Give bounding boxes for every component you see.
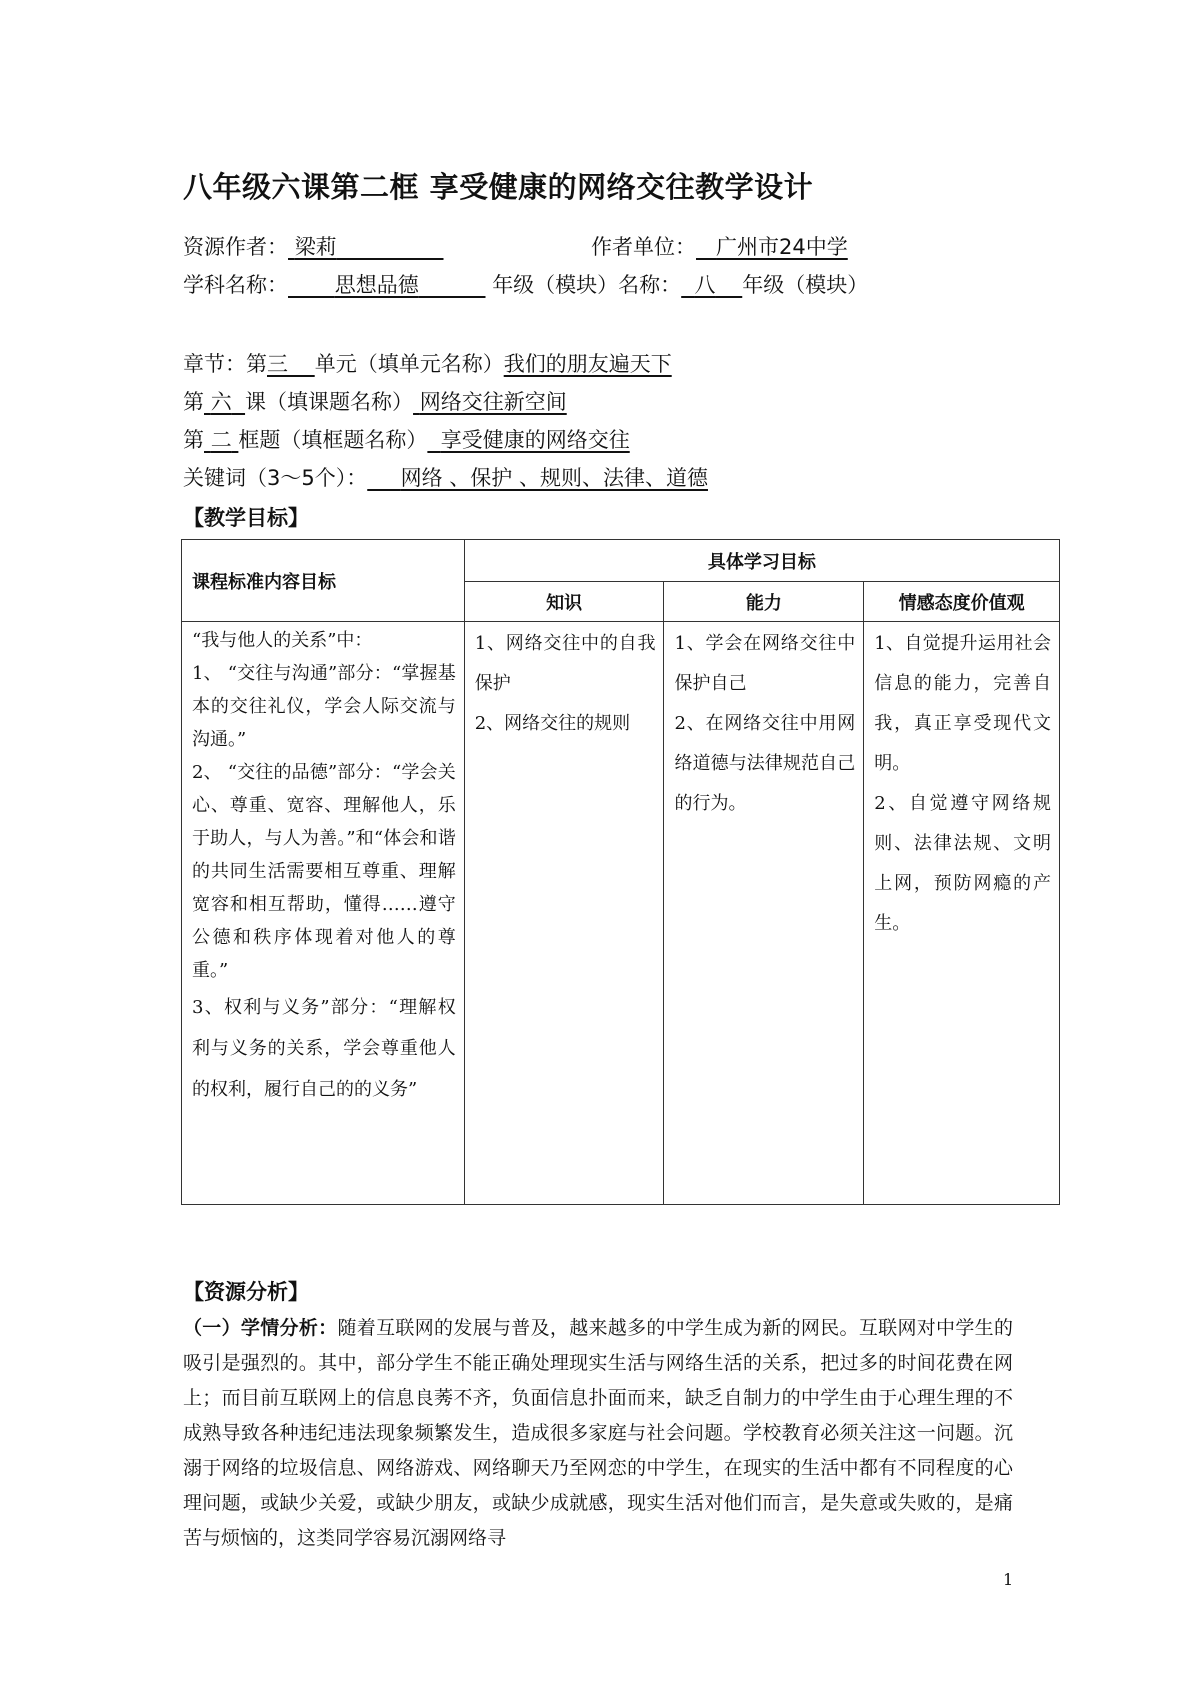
section-title-goals: 【教学目标】 xyxy=(183,506,309,530)
section-title-resources: 【资源分析】 xyxy=(183,1280,309,1304)
standard-item: 2、 “交往的品德”部分：“学会关心、尊重、宽容、理解他人，乐于助人，与人为善。”和“体会和谐的共同生活需要相互尊重、理解宽容和相互帮助，懂得……遵守公德和秩序体现着对他人的尊重。” xyxy=(192,762,456,981)
unit-value: 广州市24中学 xyxy=(716,235,848,259)
lesson-name: 网络交往新空间 xyxy=(419,390,567,414)
lesson-line xyxy=(183,388,567,416)
analysis-text: 随着互联网的发展与普及，越来越多的中学生成为新的网民。互联网对中学生的吸引是强烈的。其中，部分学生不能正确处理现实生活与网络生活的关系，把过多的时间花费在网上；而目前互联网上的信息良莠不齐，负面信息扑面而来，缺乏自制力的中学生由于心理生理的不成熟导致各种违纪违法现象频繁发生，造成很多家庭与社会问题。学校教育必须关注这一问题。沉溺于网络的垃圾信息、网络游戏、网络聊天乃至网恋的中学生，在现实的生活中都有不同程度的心理问题，或缺少关爱，或缺少朋友，或缺少成就感，现实生活对他们而言，是失意或失败的，是痛苦与烦恼的，这类同学容易沉溺网络寻 xyxy=(183,1317,1013,1549)
frame-line xyxy=(183,426,630,454)
header-knowledge: 知识 xyxy=(464,582,664,622)
learner-analysis-paragraph xyxy=(183,1311,1013,1556)
keywords-label: 关键词（3～5个）： xyxy=(183,466,368,490)
ability-item: 2、在网络交往中用网络道德与法律规范自己的行为。 xyxy=(674,713,856,814)
lesson-prefix: 第 xyxy=(183,390,204,414)
grade-value: 八 xyxy=(694,273,716,297)
chapter-prefix: 章节：第 xyxy=(183,352,267,376)
header-ability: 能力 xyxy=(664,582,864,622)
frame-name: 享受健康的网络交往 xyxy=(440,428,630,452)
unit-line xyxy=(591,233,848,261)
keywords-value: 网络 、保护 、规则、法律、道德 xyxy=(400,466,708,490)
knowledge-item: 2、网络交往的规则 xyxy=(474,713,631,734)
attitude-item: 1、自觉提升运用社会信息的能力，完善自我，真正享受现代文明。 xyxy=(874,633,1051,774)
standard-item: 3、权利与义务”部分：“理解权利与义务的关系，学会尊重他人的权利，履行自己的的义务” xyxy=(192,997,456,1100)
subject-value: 思想品德 xyxy=(334,273,419,297)
attitude-item: 2、自觉遵守网络规则、法律法规、文明上网，预防网瘾的产生。 xyxy=(874,793,1051,934)
header-attitude: 情感态度价值观 xyxy=(864,582,1060,622)
standard-item: “我与他人的关系”中： xyxy=(192,630,373,651)
lesson-mid: 课（填课题名称） xyxy=(245,390,414,414)
frame-number: 二 xyxy=(210,428,232,452)
page-number: 1 xyxy=(1003,1570,1014,1589)
subject-line xyxy=(183,271,868,299)
chapter-name: 我们的朋友遍天下 xyxy=(503,352,672,376)
ability-item: 1、学会在网络交往中保护自己 xyxy=(674,633,856,694)
knowledge-cell xyxy=(464,622,664,1205)
author-value: 梁莉 xyxy=(294,235,337,259)
keywords-line xyxy=(183,464,708,492)
grade-suffix: 年级（模块） xyxy=(742,273,869,297)
author-label: 资源作者： xyxy=(183,235,288,259)
frame-prefix: 第 xyxy=(183,428,204,452)
goals-table xyxy=(181,539,1060,1205)
subject-label: 学科名称： xyxy=(183,273,288,297)
knowledge-item: 1、网络交往中的自我保护 xyxy=(474,633,656,694)
chapter-line xyxy=(183,350,672,378)
frame-mid: 框题（填框题名称） xyxy=(238,428,428,452)
chapter-number: 三 xyxy=(267,352,288,376)
unit-label: 作者单位： xyxy=(591,235,696,259)
standard-cell xyxy=(182,622,465,1205)
header-standard: 课程标准内容目标 xyxy=(182,540,465,622)
chapter-mid: 单元（填单元名称） xyxy=(314,352,504,376)
ability-cell xyxy=(664,622,864,1205)
attitude-cell xyxy=(864,622,1060,1205)
page-title: 八年级六课第二框 享受健康的网络交往教学设计 xyxy=(183,170,814,204)
header-specific-goals: 具体学习目标 xyxy=(464,540,1059,582)
author-line xyxy=(183,233,444,261)
lesson-number: 六 xyxy=(210,390,232,414)
analysis-label: （一）学情分析： xyxy=(183,1317,338,1339)
grade-label: 年级（模块）名称： xyxy=(492,273,682,297)
standard-item: 1、 “交往与沟通”部分：“掌握基本的交往礼仪，学会人际交流与沟通。” xyxy=(192,663,456,750)
